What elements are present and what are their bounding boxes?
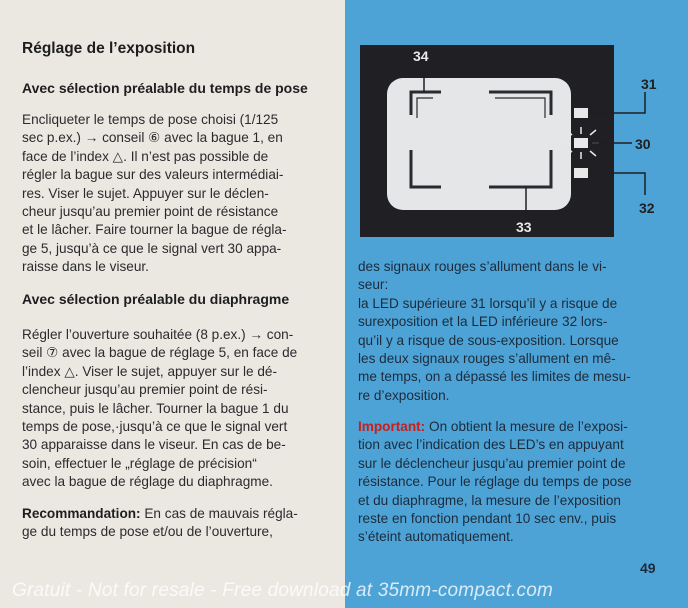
text-line: ge du temps de pose et/ou de l’ouverture,: [22, 524, 273, 540]
recommendation-text: En cas de mauvais régla-: [140, 506, 298, 521]
text-line: s’éteint automatiquement.: [358, 529, 514, 545]
recommendation-label: Recommandation:: [22, 506, 141, 521]
text-line: régler la bague sur des valeurs intermédiai-: [22, 167, 284, 183]
important-text: On obtient la mesure de l’exposi-: [425, 419, 628, 434]
text-line: des signaux rouges s’allument dans le vi-: [358, 259, 607, 274]
text-line: les deux signaux rouges s’allument en mê-: [358, 351, 616, 367]
important-paragraph: [358, 418, 668, 547]
callout-30: 30: [635, 136, 651, 152]
text-line: qu’il y a risque de sous-exposition. Lorsque: [358, 332, 619, 348]
text-line: la LED supérieure 31 lorsqu’il y a risque de: [358, 295, 618, 311]
page-title: Réglage de l’exposition: [22, 40, 196, 57]
text-line: cheur jusqu’au premier point de résistance: [22, 204, 279, 220]
text-line: 30 apparaisse dans le viseur. En cas de be-: [22, 437, 286, 453]
led-32-underexposure: [574, 168, 588, 178]
text-line: seur:: [358, 277, 389, 293]
viewfinder-diagram: [345, 0, 688, 250]
text-line: Régler l’ouverture souhaitée (8 p.ex.) → con-: [22, 327, 294, 342]
callout-34: 34: [413, 48, 429, 64]
text-line: et le lâcher. Faire tourner la bague de régla-: [22, 222, 287, 238]
text-line: raisse dans le viseur.: [22, 259, 149, 275]
text-line: tion avec l’indication des LED’s en appuyant: [358, 437, 624, 453]
text-line: temps de pose,·jusqu’à ce que le signal vert: [22, 419, 288, 435]
text-line: [358, 418, 668, 436]
text-line: ge 5, jusqu’à ce que le signal vert 30 appa-: [22, 240, 282, 256]
text-line: avec la bague de réglage du diaphragme.: [22, 474, 273, 490]
text-line: l’index △. Viser le sujet, appuyer sur le dé-: [22, 363, 278, 379]
page-number: 49: [640, 560, 656, 576]
text-line: Encliqueter le temps de pose choisi (1/125: [22, 112, 279, 127]
section2-heading: Avec sélection préalable du diaphragme: [22, 291, 290, 307]
text-line: face de l’index △. Il n’est pas possible de: [22, 148, 269, 164]
important-label: Important:: [358, 419, 426, 434]
led-30-green: [574, 138, 588, 148]
section2-paragraph: [22, 326, 327, 492]
text-line: résistance. Pour le réglage du temps de pose: [358, 474, 632, 490]
text-line: soin, effectuer le „réglage de précision“: [22, 455, 257, 471]
led-31-overexposure: [574, 108, 588, 118]
recommendation-paragraph: [22, 505, 327, 542]
text-line: re d’exposition.: [358, 387, 450, 403]
text-line: [22, 505, 327, 523]
callout-32: 32: [639, 200, 655, 216]
text-line: seil ⑦ avec la bague de réglage 5, en face de: [22, 345, 298, 361]
text-line: stance, puis le lâcher. Tourner la bague 1 du: [22, 400, 289, 416]
led-signals-paragraph: [358, 258, 668, 405]
text-line: res. Viser le sujet. Appuyer sur le déclen-: [22, 185, 269, 201]
text-line: me temps, on a dépassé les limites de mesu-: [358, 369, 631, 385]
section1-heading: Avec sélection préalable du temps de pose: [22, 80, 308, 96]
text-line: et du diaphragme, la mesure de l’exposition: [358, 492, 621, 508]
text-line: sec p.ex.) → conseil ⑥ avec la bague 1, en: [22, 130, 283, 146]
text-line: reste en fonction pendant 10 sec env., puis: [358, 511, 617, 527]
callout-33: 33: [516, 219, 532, 235]
section1-paragraph: [22, 111, 327, 277]
text-line: sur le déclencheur jusqu’au premier point de: [358, 455, 626, 471]
callout-31: 31: [641, 76, 657, 92]
watermark-text: Gratuit - Not for resale - Free download at 35mm-compact.com: [12, 580, 554, 601]
text-line: surexposition et la LED inférieure 32 lors-: [358, 314, 608, 330]
text-line: clencheur jusqu’au premier point de rési-: [22, 382, 268, 398]
